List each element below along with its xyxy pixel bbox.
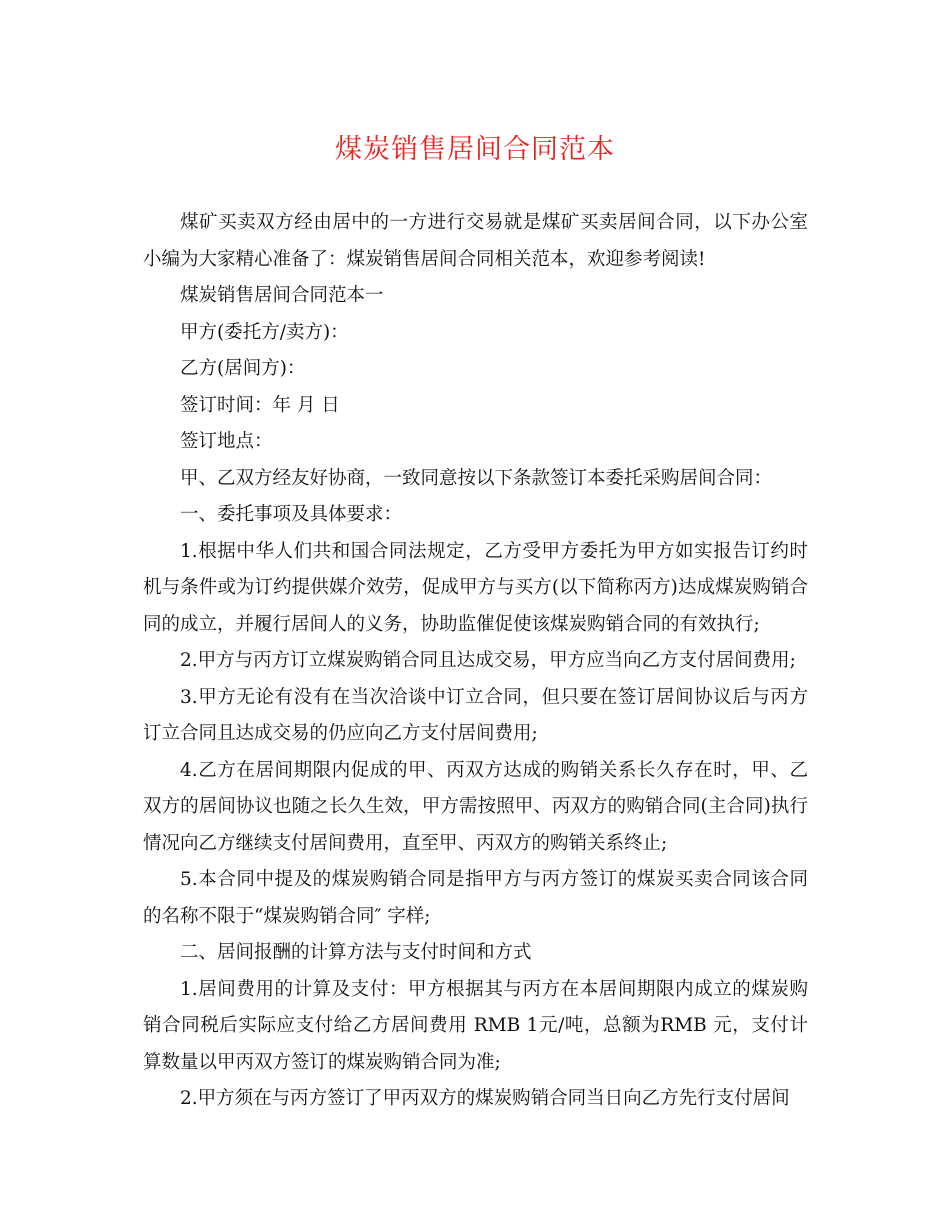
document-body [143,205,808,1118]
paragraph-clause-1-5: 5.本合同中提及的煤炭购销合同是指甲方与丙方签订的煤炭买卖合同该合同的名称不限于“煤炭购销合同″ 字样; [143,869,808,927]
paragraph-clause-1-4: 4.乙方在居间期限内促成的甲、丙双方达成的购销关系长久存在时，甲、乙双方的居间协议也随之长久生效，甲方需按照甲、丙双方的购销合同(主合同)执行情况向乙方继续支付居间费用，直至甲、丙双方的购销关系终止; [143,759,808,854]
paragraph-intro: 煤矿买卖双方经由居中的一方进行交易就是煤矿买卖居间合同，以下办公室小编为大家精心准备了：煤炭销售居间合同相关范本，欢迎参考阅读! [143,212,808,270]
paragraph-clause-2-2: 2.甲方须在与丙方签订了甲丙双方的煤炭购销合同当日向乙方先行支付居间 [180,1088,790,1109]
paragraph-clause-1-2: 2.甲方与丙方订立煤炭购销合同且达成交易，甲方应当向乙方支付居间费用; [180,650,796,671]
paragraph-party-a: 甲方(委托方/卖方)： [180,321,349,343]
paragraph-clause-heading-2: 二、居间报酬的计算方法与支付时间和方式 [180,942,532,963]
document-title: 煤炭销售居间合同范本 [335,134,615,165]
paragraph-clause-1-1: 1.根据中华人们共和国合同法规定，乙方受甲方委托为甲方如实报告订约时机与条件或为订约提供媒介效劳，促成甲方与买方(以下简称丙方)达成煤炭购销合同的成立，并履行居间人的义务，协助监催促使该煤炭购销合同的有效执行; [143,540,808,635]
paragraph-clause-heading-1: 一、委托事项及具体要求： [180,504,403,525]
paragraph-clause-2-1: 1.居间费用的计算及支付：甲方根据其与丙方在本居间期限内成立的煤炭购销合同税后实际应支付给乙方居间费用 RMB 1元/吨，总额为RMB 元，支付计算数量以甲丙双方签订的煤炭购销合同为准; [143,978,808,1073]
paragraph-agreement: 甲、乙双方经友好协商，一致同意按以下条款签订本委托采购居间合同： [180,467,773,489]
paragraph-sign-place: 签订地点： [180,431,273,452]
paragraph-section-heading: 煤炭销售居间合同范本一 [180,285,384,306]
paragraph-sign-date: 签订时间：年 月 日 [180,394,340,416]
paragraph-party-b: 乙方(居间方)： [180,358,306,379]
paragraph-clause-1-3: 3.甲方无论有没有在当次洽谈中订立合同，但只要在签订居间协议后与丙方订立合同且达成交易的仍应向乙方支付居间费用; [143,686,808,744]
